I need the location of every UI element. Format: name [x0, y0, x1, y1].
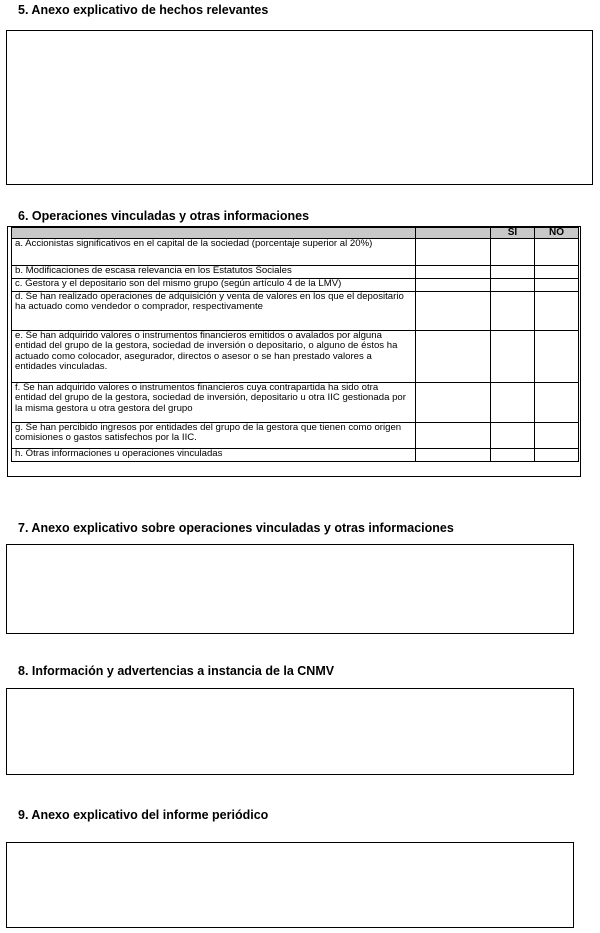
table-row-label-h: h. Otras informaciones u operaciones vinculadas [12, 449, 416, 462]
operations-table [11, 227, 579, 462]
row-b-no-checkbox[interactable] [535, 266, 579, 279]
row-b-blank-cell [416, 266, 491, 279]
row-c-blank-cell [416, 279, 491, 292]
row-e-si-checkbox[interactable] [491, 331, 535, 383]
table-row-label-a: a. Accionistas significativos en el capital de la sociedad (porcentaje superior al 20%) [12, 239, 416, 266]
row-e-no-checkbox[interactable] [535, 331, 579, 383]
row-c-si-checkbox[interactable] [491, 279, 535, 292]
row-g-si-checkbox[interactable] [491, 423, 535, 449]
row-a-si-checkbox[interactable] [491, 239, 535, 266]
row-a-no-checkbox[interactable] [535, 239, 579, 266]
table-row-label-c: c. Gestora y el depositario son del mismo grupo (según artículo 4 de la LMV) [12, 279, 416, 292]
header-no: NO [535, 228, 579, 239]
row-g-blank-cell [416, 423, 491, 449]
section-5-textbox[interactable] [6, 30, 593, 185]
row-c-no-checkbox[interactable] [535, 279, 579, 292]
row-a-blank-cell [416, 239, 491, 266]
section-9-textbox[interactable] [6, 842, 574, 928]
row-g-no-checkbox[interactable] [535, 423, 579, 449]
section-5-title: 5. Anexo explicativo de hechos relevantes [18, 3, 269, 17]
header-spacer-cell [416, 228, 491, 239]
row-d-blank-cell [416, 292, 491, 331]
section-8-textbox[interactable] [6, 688, 574, 775]
row-f-no-checkbox[interactable] [535, 383, 579, 423]
row-d-no-checkbox[interactable] [535, 292, 579, 331]
row-h-no-checkbox[interactable] [535, 449, 579, 462]
section-7-title: 7. Anexo explicativo sobre operaciones vinculadas y otras informaciones [18, 521, 454, 535]
row-e-blank-cell [416, 331, 491, 383]
section-7-textbox[interactable] [6, 544, 574, 634]
table-row-label-d: d. Se han realizado operaciones de adquisición y venta de valores en los que el depositario ha actuado como vendedor o comprador, respectivamente [12, 292, 416, 331]
table-row-label-e: e. Se han adquirido valores o instrumentos financieros emitidos o avalados por alguna entidad del grupo de la gestora, sociedad de inversión o depositario, o alguno de éstos ha actuado como colocador, asegurador, directos o asesor o se han prestado valores a entidades vinculadas. [12, 331, 416, 383]
section-9-title: 9. Anexo explicativo del informe periódico [18, 808, 269, 822]
row-f-blank-cell [416, 383, 491, 423]
row-d-si-checkbox[interactable] [491, 292, 535, 331]
table-row-label-f: f. Se han adquirido valores o instrumentos financieros cuya contrapartida ha sido otra entidad del grupo de la gestora, sociedad de inversión, depositario u otra IIC gestionada por la misma gestora u otra gestora del grupo [12, 383, 416, 423]
section-6-title: 6. Operaciones vinculadas y otras informaciones [18, 209, 310, 223]
table-row-label-b: b. Modificaciones de escasa relevancia en los Estatutos Sociales [12, 266, 416, 279]
header-si: SI [491, 228, 535, 239]
section-8-title: 8. Información y advertencias a instancia de la CNMV [18, 664, 335, 678]
row-h-blank-cell [416, 449, 491, 462]
table-row-label-g: g. Se han percibido ingresos por entidades del grupo de la gestora que tienen como origen comisiones o gastos satisfechos por la IIC. [12, 423, 416, 449]
row-b-si-checkbox[interactable] [491, 266, 535, 279]
row-h-si-checkbox[interactable] [491, 449, 535, 462]
header-blank-cell [12, 228, 416, 239]
row-f-si-checkbox[interactable] [491, 383, 535, 423]
